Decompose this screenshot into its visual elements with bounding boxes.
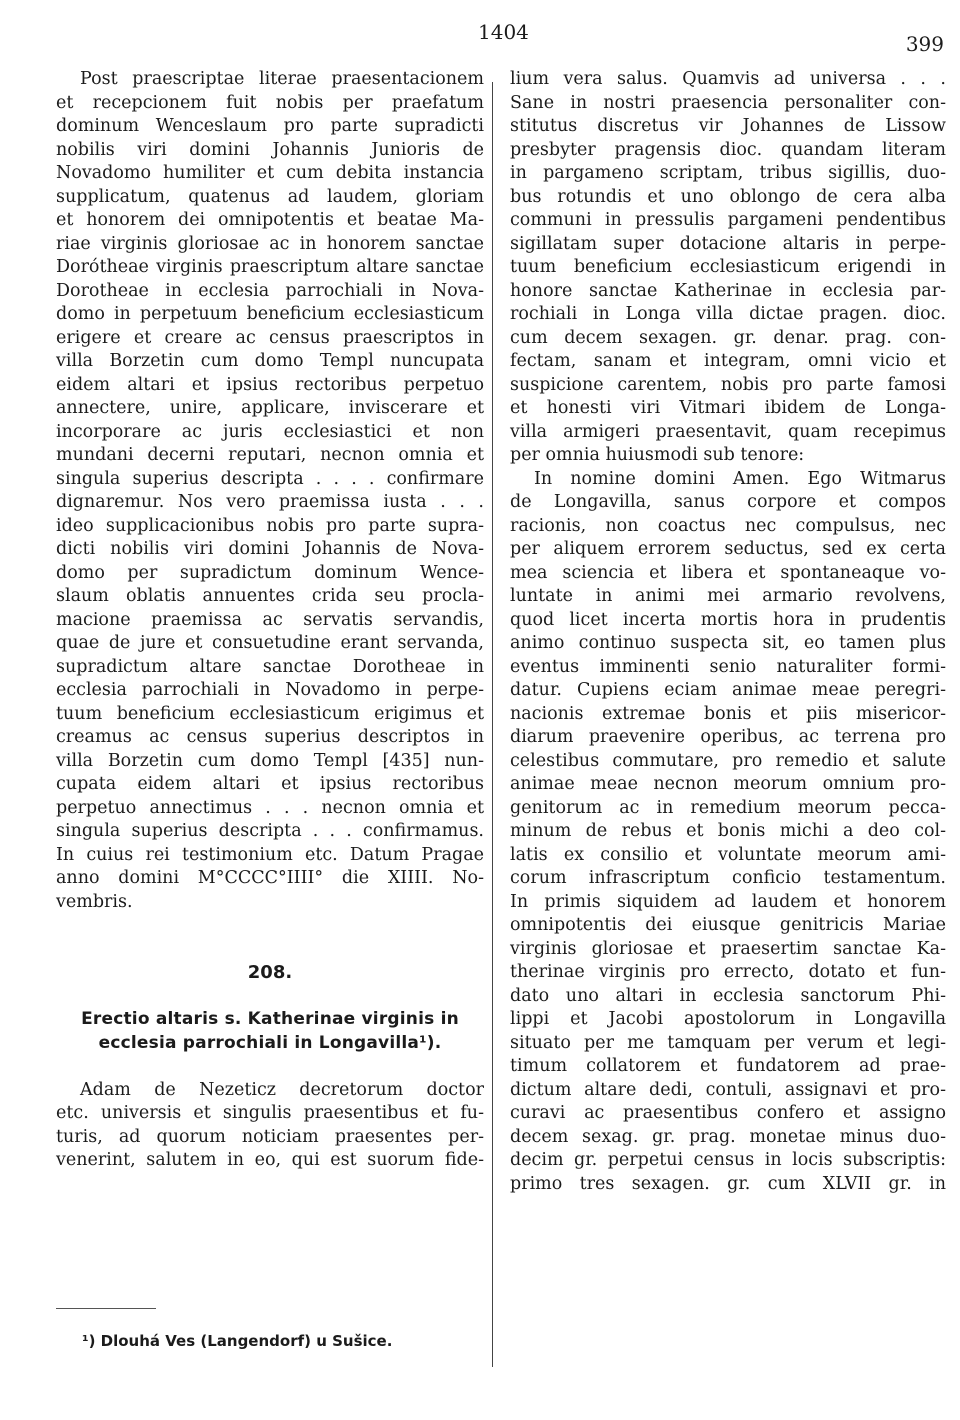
text-line: minum de rebus et bonis michi a deo col-	[510, 821, 946, 841]
text-line: singula superius descripta . . . confirmamus.	[56, 821, 484, 841]
text-line: datur. Cupiens eciam animae meae peregri-	[510, 680, 946, 700]
blank-line	[56, 914, 484, 938]
blank-line	[56, 938, 484, 962]
text-line: animae meae necnon meorum omnium pro-	[510, 774, 946, 794]
document-title-line: Erectio altaris s. Katherinae virginis in	[81, 1009, 459, 1029]
text-line: villa armigeri praesentavit, quam recepimus	[510, 421, 946, 442]
text-line: supplicatum, quatenus ad laudem, gloriam	[56, 186, 484, 207]
text-line: animo continuo suspecta sit, eo tamen plus	[510, 633, 946, 653]
text-line: genitorum ac in remedium meorum pecca-	[510, 797, 946, 818]
text-line: vembris.	[56, 891, 133, 912]
text-line: anno domini M°CCCC°IIII° die XIIII. No-	[56, 868, 484, 888]
text-line: communi in pressulis pargameni pendentibus	[510, 210, 946, 230]
text-line: mea sciencia et libera et spontaneaque vo-	[510, 562, 946, 583]
text-line: decem sexag. gr. prag. monetae minus duo-	[510, 1126, 946, 1147]
text-line: per aliquem errorem seductus, sed ex certa	[510, 539, 946, 559]
text-line: villa Borzetin cum domo Templ [435] nun-	[56, 750, 484, 771]
text-line: quod licet incerta mortis hora in prudentis	[510, 609, 946, 630]
text-line: dato uno altari in ecclesia sanctorum Phi-	[510, 985, 946, 1006]
text-line: domo per supradictum dominum Wence-	[56, 562, 484, 583]
text-line: macione praemissa ac servatis servandis,	[56, 609, 484, 630]
text-line: et honorem dei omnipotentis et beatae Ma-	[56, 210, 484, 230]
text-line: perpetuo annectimus . . . necnon omnia et	[56, 797, 484, 818]
text-line: per omnia huiusmodi sub tenore:	[510, 445, 805, 465]
text-line: virginis gloriosae et praesertim sanctae Ka-	[510, 938, 946, 959]
text-line: mundani decerni reputari, necnon omnia et	[56, 445, 484, 465]
text-line: presbyter pragensis dioc. quandam literam	[510, 139, 946, 160]
text-line: slaum oblatis annuentes crida seu procla-	[56, 586, 484, 606]
left-text-column	[56, 68, 484, 1173]
text-line: situato per me tamquam per verum et legi-	[510, 1032, 946, 1053]
text-line: nacionis extremae bonis et piis misericor-	[510, 703, 946, 724]
document-title-line: ecclesia parrochiali in Longavilla¹).	[98, 1032, 442, 1053]
text-line: curavi ac praesentibus confero et assigno	[510, 1103, 946, 1123]
text-line: Dorótheae virginis praescriptum altare sanctae	[56, 257, 484, 277]
text-line: therinae virginis pro errecto, dotato et fun-	[510, 962, 946, 982]
text-line: annectere, unire, applicare, inviscerare et	[56, 398, 484, 418]
text-line: racionis, non coactus nec compulsus, nec	[510, 515, 946, 536]
text-line: lippi et Jacobi apostolorum in Longavilla	[510, 1009, 946, 1029]
text-line: fectam, sanam et integram, omni vicio et	[510, 351, 946, 371]
text-line: honore sanctae Katherinae in ecclesia par-	[510, 280, 946, 301]
text-line: incorporare ac juris ecclesiastici et non	[56, 421, 484, 442]
text-line: In cuius rei testimonium etc. Datum Pragae	[56, 844, 484, 865]
footnote-rule	[56, 1308, 156, 1309]
text-line: quae de jure et consuetudine erant servanda,	[56, 633, 484, 653]
text-line: lium vera salus. Quamvis ad universa . . .	[510, 69, 946, 89]
blank-line	[56, 985, 484, 1009]
right-text-column	[510, 68, 946, 1196]
text-line: tuum beneficium ecclesiasticum erigimus et	[56, 703, 484, 724]
text-line: domo in perpetuum beneficium ecclesiasticum	[56, 304, 484, 324]
text-line: creamus ac census superius descriptos in	[56, 727, 484, 747]
text-line: rochiali in Longa villa dictae pragen. dioc.	[510, 304, 946, 324]
text-line: supradictum altare sanctae Dorotheae in	[56, 656, 484, 677]
text-line: timum collatorem et fundatorem ad prae-	[510, 1056, 946, 1076]
text-line: venerint, salutem in eo, qui est suorum fide-	[56, 1150, 484, 1170]
text-line: sigillatam super dotacione altaris in perpe-	[510, 233, 946, 254]
text-line: cum decem sexagen. gr. denar. prag. con-	[510, 327, 946, 348]
text-line: dictum altare dedi, contuli, assignavi et pro-	[510, 1079, 946, 1100]
text-line: luntate in animi mei armario revolvens,	[510, 586, 946, 606]
text-line: erigere et creare ac census praescriptos in	[56, 327, 484, 348]
footnote: ¹) Dlouhá Ves (Langendorf) u Sušice.	[82, 1332, 393, 1350]
text-line: turis, ad quorum noticiam praesentes per-	[56, 1126, 484, 1147]
text-line: celestibus commutare, pro remedio et salute	[510, 750, 946, 771]
text-line: stitutus discretus vir Johannes de Lissow	[510, 116, 946, 136]
column-divider	[492, 82, 493, 1367]
text-line: Dorotheae in ecclesia parrochiali in Nova-	[56, 280, 484, 301]
text-line: bus rotundis et uno oblongo de cera alba	[510, 186, 946, 207]
text-line: Adam de Nezeticz decretorum doctor	[80, 1079, 484, 1100]
text-line: in pargameno scriptam, tribus sigillis, duo-	[510, 163, 946, 183]
text-line: decim gr. perpetui census in locis subscriptis:	[510, 1150, 946, 1170]
text-line: et recepcionem fuit nobis per praefatum	[56, 92, 484, 113]
text-line: singula superius descripta . . . . confirmare	[56, 468, 484, 489]
text-line: et honesti viri Vitmari ibidem de Longa-	[510, 398, 946, 418]
running-header-year: 1404	[478, 20, 529, 44]
document-number: 208.	[247, 962, 293, 983]
text-line: tuum beneficium ecclesiasticum erigendi in	[510, 257, 946, 277]
text-line: In primis siquidem ad laudem et honorem	[510, 891, 946, 912]
text-line: eventus imminenti senio naturaliter formi-	[510, 656, 946, 677]
text-line: omnipotentis dei eiusque genitricis Mariae	[510, 915, 946, 935]
text-line: cupata eidem altari et ipsius rectoribus	[56, 774, 484, 794]
text-line: Novadomo humiliter et cum debita instancia	[56, 163, 484, 183]
text-line: de Longavilla, sanus corpore et compos	[510, 492, 946, 512]
text-line: primo tres sexagen. gr. cum XLVII gr. in	[510, 1173, 946, 1194]
text-line: diarum praevenire operibus, ac terrena pro	[510, 727, 946, 747]
text-line: suspicione carentem, nobis pro parte famosi	[510, 374, 946, 395]
text-line: ecclesia parrochiali in Novadomo in perpe-	[56, 680, 484, 700]
text-line: In nomine domini Amen. Ego Witmarus	[534, 468, 946, 489]
text-line: latis ex consilio et voluntate meorum ami-	[510, 844, 946, 865]
text-line: dignaremur. Nos vero praemissa iusta . . .	[56, 492, 484, 512]
text-line: corum infrascriptum conficio testamentum.	[510, 868, 946, 888]
text-line: etc. universis et singulis praesentibus et fu-	[56, 1103, 484, 1123]
text-line: eidem altari et ipsius rectoribus perpetuo	[56, 374, 484, 395]
page-number: 399	[905, 32, 944, 56]
text-line: dominum Wenceslaum pro parte supradicti	[56, 116, 484, 136]
text-line: villa Borzetin cum domo Templ nuncupata	[56, 351, 484, 371]
text-line: ideo supplicacionibus nobis pro parte supra-	[56, 515, 484, 536]
text-line: riae virginis gloriosae ac in honorem sanctae	[56, 233, 484, 254]
text-line: nobilis viri domini Johannis Junioris de	[56, 139, 484, 160]
text-line: Sane in nostri praesencia personaliter con-	[510, 92, 946, 113]
blank-line	[56, 1055, 484, 1079]
text-line: Post praescriptae literae praesentacionem	[80, 69, 484, 89]
text-line: dicti nobilis viri domini Johannis de Nova-	[56, 539, 484, 559]
